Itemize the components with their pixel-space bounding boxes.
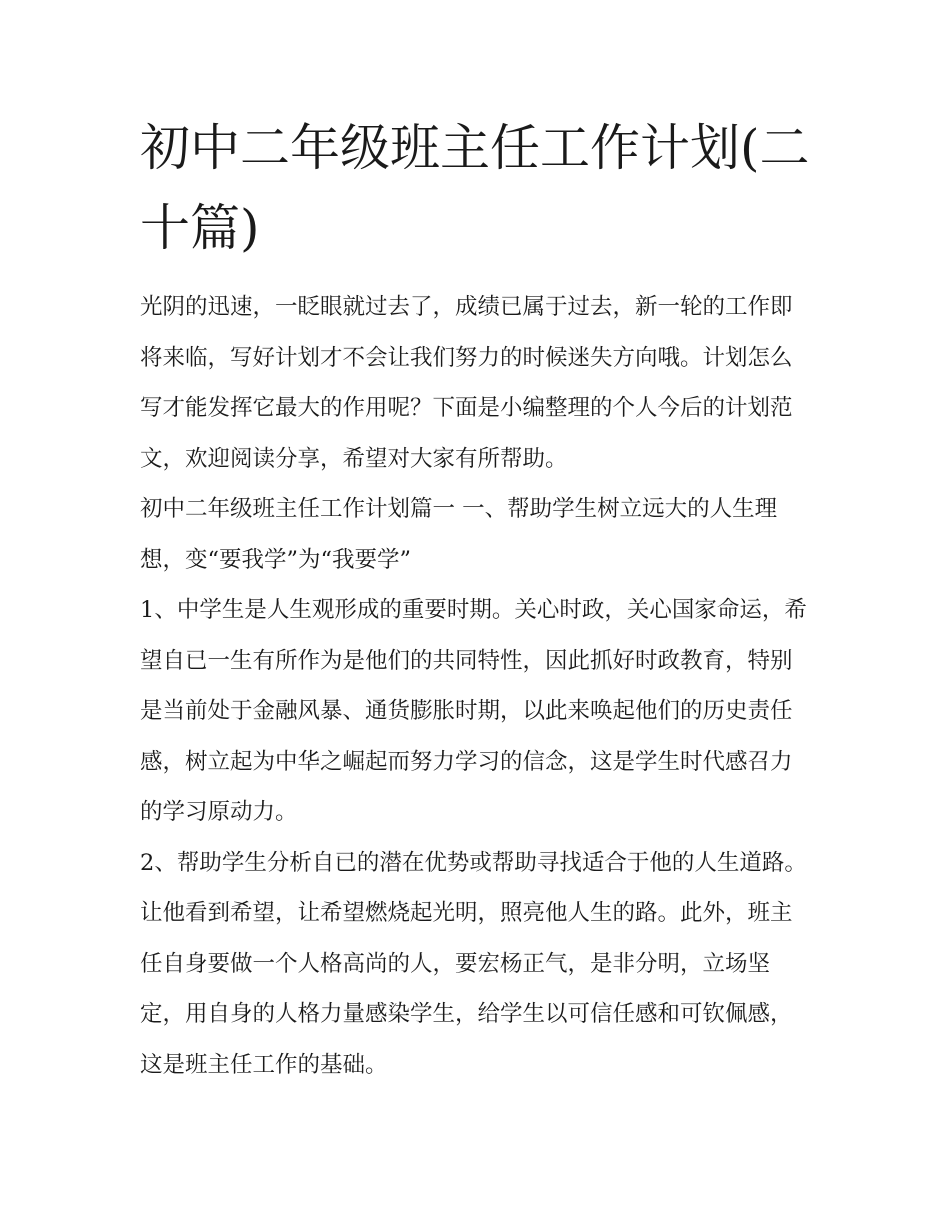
paragraph-intro: 光阴的迅速，一眨眼就过去了，成绩已属于过去，新一轮的工作即将来临，写好计划才不会让我们努力的时候迷失方向哦。计划怎么写才能发挥它最大的作用呢？下面是小编整理的个人今后的计划范文，欢迎阅读分享，希望对大家有所帮助。 xyxy=(140,294,793,472)
paragraph-section-heading: 初中二年级班主任工作计划篇一 一、帮助学生树立远大的人生理想，变“要我学”为“我要学” xyxy=(140,496,778,573)
paragraph-point-1: 1、中学生是人生观形成的重要时期。关心时政，关心国家命运，希望自已一生有所作为是他们的共同特性，因此抓好时政教育，特别是当前处于金融风暴、通货膨胀时期，以此来唤起他们的历史责任感，树立起为中华之崛起而努力学习的信念，这是学生时代感召力的学习原动力。 xyxy=(140,597,807,825)
paragraph-point-2: 2、帮助学生分析自已的潜在优势或帮助寻找适合于他的人生道路。让他看到希望，让希望燃烧起光明，照亮他人生的路。此外，班主任自身要做一个人格高尚的人，要宏杨正气，是非分明，立场坚定，用自身的人格力量感染学生，给学生以可信任感和可钦佩感，这是班主任工作的基础。 xyxy=(140,849,807,1078)
document-title: 初中二年级班主任工作计划(二十篇) xyxy=(140,119,810,257)
document-body xyxy=(140,108,812,1090)
